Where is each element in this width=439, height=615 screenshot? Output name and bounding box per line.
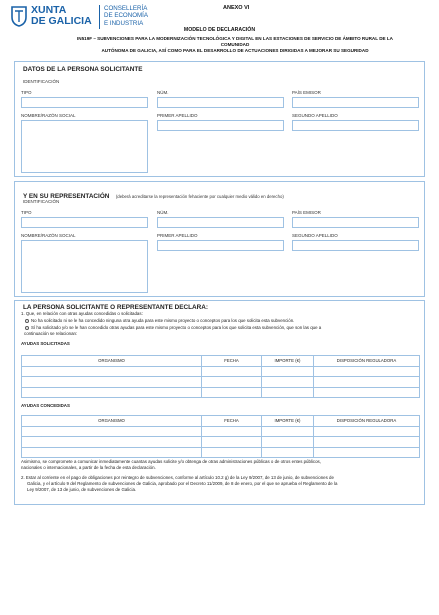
table-row (22, 387, 420, 398)
table-cell[interactable] (22, 426, 202, 437)
representative-pais-label: PAÍS EMISOR (292, 210, 321, 215)
declaration-item1: 1. Que, en relación con otras ayudas concedidas o solicitadas: (21, 311, 143, 316)
table-cell[interactable] (262, 447, 314, 458)
declaration-section-title: LA PERSONA SOLICITANTE O REPRESENTANTE DECLARA: (23, 304, 208, 311)
declaration-item2 (21, 475, 337, 492)
brand-line2: DE GALICIA (31, 15, 92, 27)
table-row (22, 437, 420, 448)
representative-title-row (23, 185, 284, 203)
applicant-pais-label: PAÍS EMISOR (292, 90, 321, 95)
commitment-text (21, 459, 321, 471)
col-importe: IMPORTE (€) (262, 416, 314, 427)
table-row (22, 447, 420, 458)
representative-apellido2-field[interactable] (292, 240, 419, 251)
dept-line1: CONSELLERÍA (104, 5, 148, 12)
representative-pais-field[interactable] (292, 217, 419, 228)
representative-apellido2-label: SEGUNDO APELLIDO (292, 233, 338, 238)
table-row (22, 366, 420, 377)
representative-nombre-field[interactable] (21, 240, 148, 293)
applicant-section-title: DATOS DE LA PERSONA SOLICITANTE (23, 66, 143, 73)
item2-line3: Ley 9/2007, de 13 de junio, de subvenciones de Galicia. (27, 486, 137, 492)
table-cell[interactable] (314, 447, 420, 458)
representative-tipo-label: TIPO (21, 210, 32, 215)
table-header-row (22, 416, 420, 427)
option-no-aid-radio[interactable] (25, 319, 29, 323)
table-cell[interactable] (314, 426, 420, 437)
ayudas-concedidas-title: AYUDAS CONCEDIDAS (21, 403, 70, 408)
table-cell[interactable] (314, 377, 420, 388)
col-fecha: FECHA (202, 356, 262, 367)
option-yes-aid-continuation: continuación se relacionan: (24, 331, 78, 336)
procedure-title (70, 36, 400, 55)
col-fecha: FECHA (202, 416, 262, 427)
dept-line2: DE ECONOMÍA (104, 12, 149, 20)
col-organismo: ORGANISMO (22, 356, 202, 367)
representative-num-field[interactable] (157, 217, 284, 228)
col-organismo: ORGANISMO (22, 416, 202, 427)
ayudas-solicitadas-title: AYUDAS SOLICITADAS (21, 341, 70, 346)
commitment-line1: Asimismo, se compromete a comunicar inmediatamente cuantas ayudas solicite y/o obtenga de otras administraciones públicas o de otros entes públicos, (21, 459, 321, 464)
procedure-line1: IN519F – SUBVENCIONES PARA LA MODERNIZACIÓN TECNOLÓGICA Y DIGITAL EN LAS ESTACIONES DE SERVICIO DE ÁMBITO RURAL DE LA COMUNIDAD (77, 36, 393, 48)
table-cell[interactable] (262, 426, 314, 437)
item2-line2: Galicia, y el artículo 9 del Reglamento de subvenciones de Galicia, aprobado por el Decreto 11/2009, de 8 de enero, por el que se aprueba el Reglamento de la (27, 480, 338, 486)
representative-identification-label: IDENTIFICACIÓN (23, 199, 60, 204)
representative-note: (deberá acreditarse la representación fehaciente por cualquier medio válido en derecho) (115, 194, 284, 199)
option-no-aid-label: No ha solicitado ni se le ha concedido ninguna otra ayuda para este mismo proyecto o conceptos para los que solicita esta subvención. (31, 318, 295, 323)
table-cell[interactable] (202, 366, 262, 377)
applicant-tipo-label: TIPO (21, 90, 32, 95)
table-cell[interactable] (262, 437, 314, 448)
applicant-apellido2-field[interactable] (292, 120, 419, 131)
applicant-tipo-field[interactable] (21, 97, 148, 108)
table-cell[interactable] (262, 366, 314, 377)
representative-num-label: NÚM. (157, 210, 169, 215)
dept-line3: E INDUSTRIA (104, 19, 144, 27)
representative-apellido1-field[interactable] (157, 240, 284, 251)
galicia-flag-icon (10, 5, 28, 27)
representative-nombre-label: NOMBRE/RAZÓN SOCIAL (21, 233, 76, 238)
col-disposicion: DISPOSICIÓN REGULADORA (314, 356, 420, 367)
applicant-apellido1-label: PRIMER APELLIDO (157, 113, 198, 118)
representative-apellido1-label: PRIMER APELLIDO (157, 233, 198, 238)
table-cell[interactable] (314, 437, 420, 448)
table-cell[interactable] (202, 437, 262, 448)
logo-divider (99, 5, 100, 29)
col-disposicion: DISPOSICIÓN REGULADORA (314, 416, 420, 427)
option-yes-aid-radio[interactable] (25, 326, 29, 330)
table-cell[interactable] (22, 377, 202, 388)
col-importe: IMPORTE (€) (262, 356, 314, 367)
ayudas-solicitadas-table (21, 355, 420, 398)
annex-label: ANEXO VI (223, 5, 250, 11)
document-title: MODELO DE DECLARACIÓN (183, 27, 256, 33)
item2-line1: 2. Estar al corriente en el pago de obligaciones por reintegro de subvenciones, conforme al artículo 10.2 g) de la Ley 9/2007, de 13 de junio, de subvenciones de (21, 475, 334, 480)
option-no-aid[interactable] (25, 318, 294, 324)
applicant-identification-label: IDENTIFICACIÓN (23, 79, 60, 84)
table-cell[interactable] (314, 387, 420, 398)
table-row (22, 426, 420, 437)
applicant-nombre-label: NOMBRE/RAZÓN SOCIAL (21, 113, 76, 118)
applicant-num-field[interactable] (157, 97, 284, 108)
table-cell[interactable] (202, 387, 262, 398)
applicant-num-label: NÚM. (157, 90, 169, 95)
brand-line1: XUNTA (31, 4, 67, 16)
option-yes-aid-label: Sí ha solicitado y/o se le han concedido otras ayudas para este mismo proyecto o conceptos para los que solicita esta subvención, que son las que a (31, 325, 322, 330)
table-cell[interactable] (22, 437, 202, 448)
representative-section-title: Y EN SU REPRESENTACIÓN (23, 193, 110, 200)
table-row (22, 377, 420, 388)
table-cell[interactable] (262, 387, 314, 398)
table-cell[interactable] (22, 447, 202, 458)
table-cell[interactable] (22, 366, 202, 377)
applicant-nombre-field[interactable] (21, 120, 148, 173)
representative-tipo-field[interactable] (21, 217, 148, 228)
xunta-logo (10, 5, 98, 29)
table-cell[interactable] (314, 366, 420, 377)
option-yes-aid[interactable] (25, 325, 321, 331)
applicant-section (14, 61, 425, 177)
representative-section (14, 181, 425, 297)
applicant-apellido2-label: SEGUNDO APELLIDO (292, 113, 338, 118)
ayudas-concedidas-table (21, 415, 420, 458)
table-cell[interactable] (202, 377, 262, 388)
table-cell[interactable] (22, 387, 202, 398)
procedure-line2: AUTÓNOMA DE GALICIA, ASÍ COMO PARA EL DESARROLLO DE ACTUACIONES DIRIGIDAS A MEJORAR SU SEGURIDAD (101, 48, 369, 54)
applicant-pais-field[interactable] (292, 97, 419, 108)
applicant-apellido1-field[interactable] (157, 120, 284, 131)
table-cell[interactable] (202, 447, 262, 458)
declaration-section (14, 300, 425, 505)
table-header-row (22, 356, 420, 367)
commitment-line2: nacionales o internacionales, a partir de la fecha de esta declaración. (21, 464, 156, 470)
table-cell[interactable] (202, 426, 262, 437)
department-name (104, 5, 148, 27)
table-cell[interactable] (262, 377, 314, 388)
